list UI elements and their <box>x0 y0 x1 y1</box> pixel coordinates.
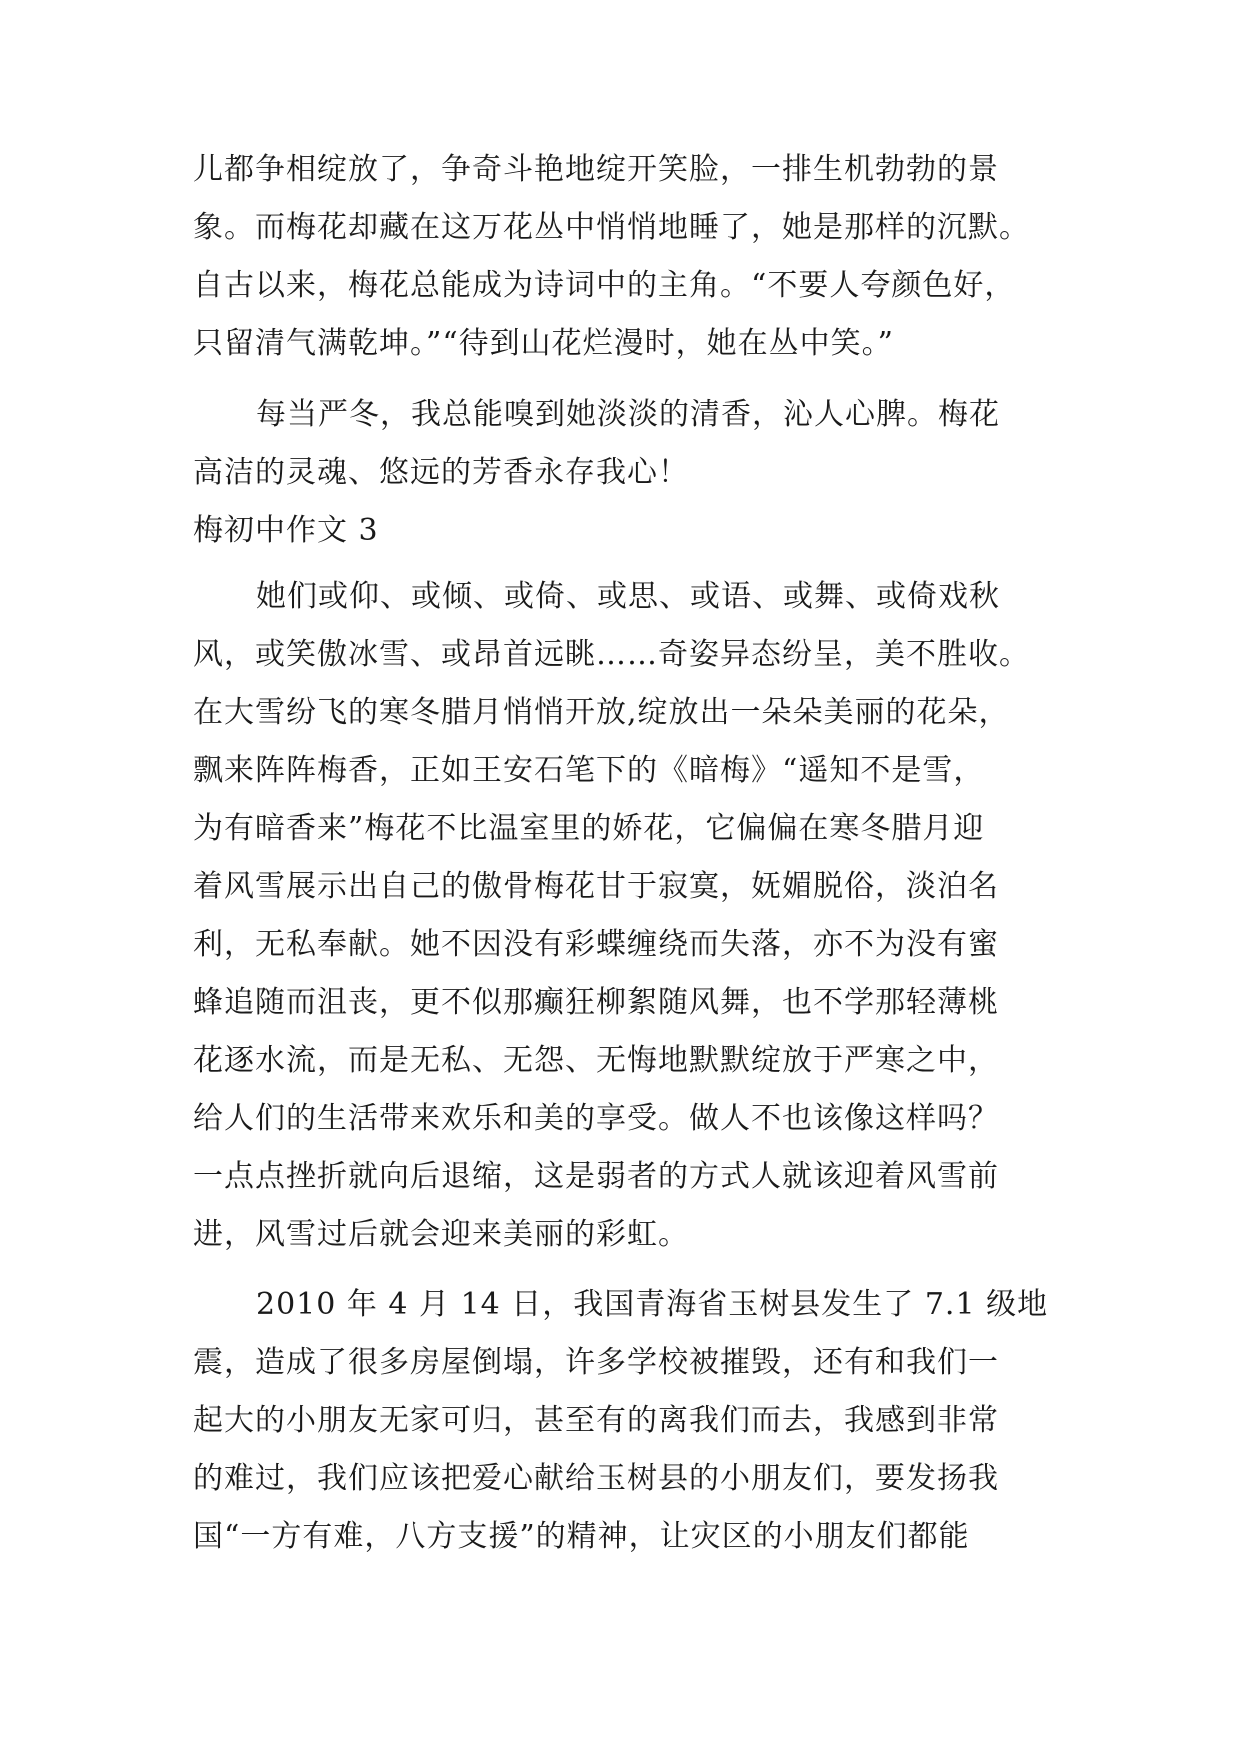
text-line: 起大的小朋友无家可归，甚至有的离我们而去，我感到非常 <box>193 1403 999 1438</box>
text-line: 花逐水流，而是无私、无怨、无悔地默默绽放于严寒之中， <box>193 1043 999 1078</box>
text-line: 为有暗香来”梅花不比温室里的娇花，它偏偏在寒冬腊月迎 <box>193 811 985 846</box>
text-line: 一点点挫折就向后退缩，这是弱者的方式人就该迎着风雪前 <box>193 1159 999 1194</box>
text-line: 象。而梅花却藏在这万花丛中悄悄地睡了，她是那样的沉默。 <box>193 210 1030 245</box>
text-line: 风，或笑傲冰雪、或昂首远眺……奇姿异态纷呈，美不胜收。 <box>193 637 1030 672</box>
text-line: 着风雪展示出自己的傲骨梅花甘于寂寞，妩媚脱俗，淡泊名 <box>193 869 999 904</box>
text-line: 只留清气满乾坤。”“待到山花烂漫时，她在丛中笑。” <box>193 326 895 361</box>
text-line: 高洁的灵魂、悠远的芳香永存我心！ <box>193 455 689 490</box>
paragraph-first-line: 2010 年 4 月 14 日，我国青海省玉树县发生了 7.1 级地 <box>256 1287 1049 1322</box>
text-line: 利，无私奉献。她不因没有彩蝶缠绕而失落，亦不为没有蜜 <box>193 927 999 962</box>
text-line: 震，造成了很多房屋倒塌，许多学校被摧毁，还有和我们一 <box>193 1345 999 1380</box>
text-line: 的难过，我们应该把爱心献给玉树县的小朋友们，要发扬我 <box>193 1461 999 1496</box>
paragraph-first-line: 她们或仰、或倾、或倚、或思、或语、或舞、或倚戏秋 <box>256 579 1000 614</box>
text-line: 进，风雪过后就会迎来美丽的彩虹。 <box>193 1217 689 1252</box>
section-heading: 梅初中作文 3 <box>193 513 379 548</box>
text-line: 蜂追随而沮丧，更不似那癫狂柳絮随风舞，也不学那轻薄桃 <box>193 985 999 1020</box>
text-line: 给人们的生活带来欢乐和美的享受。做人不也该像这样吗？ <box>193 1101 999 1136</box>
paragraph-first-line: 每当严冬，我总能嗅到她淡淡的清香，沁人心脾。梅花 <box>256 397 1000 432</box>
text-line: 国“一方有难，八方支援”的精神，让灾区的小朋友们都能 <box>193 1519 970 1554</box>
text-line: 儿都争相绽放了，争奇斗艳地绽开笑脸，一排生机勃勃的景 <box>193 152 999 187</box>
text-line: 自古以来，梅花总能成为诗词中的主角。“不要人夸颜色好， <box>193 268 1016 303</box>
text-line: 飘来阵阵梅香，正如王安石笔下的《暗梅》“遥知不是雪， <box>193 753 985 788</box>
text-line: 在大雪纷飞的寒冬腊月悄悄开放,绽放出一朵朵美丽的花朵， <box>193 695 1010 730</box>
